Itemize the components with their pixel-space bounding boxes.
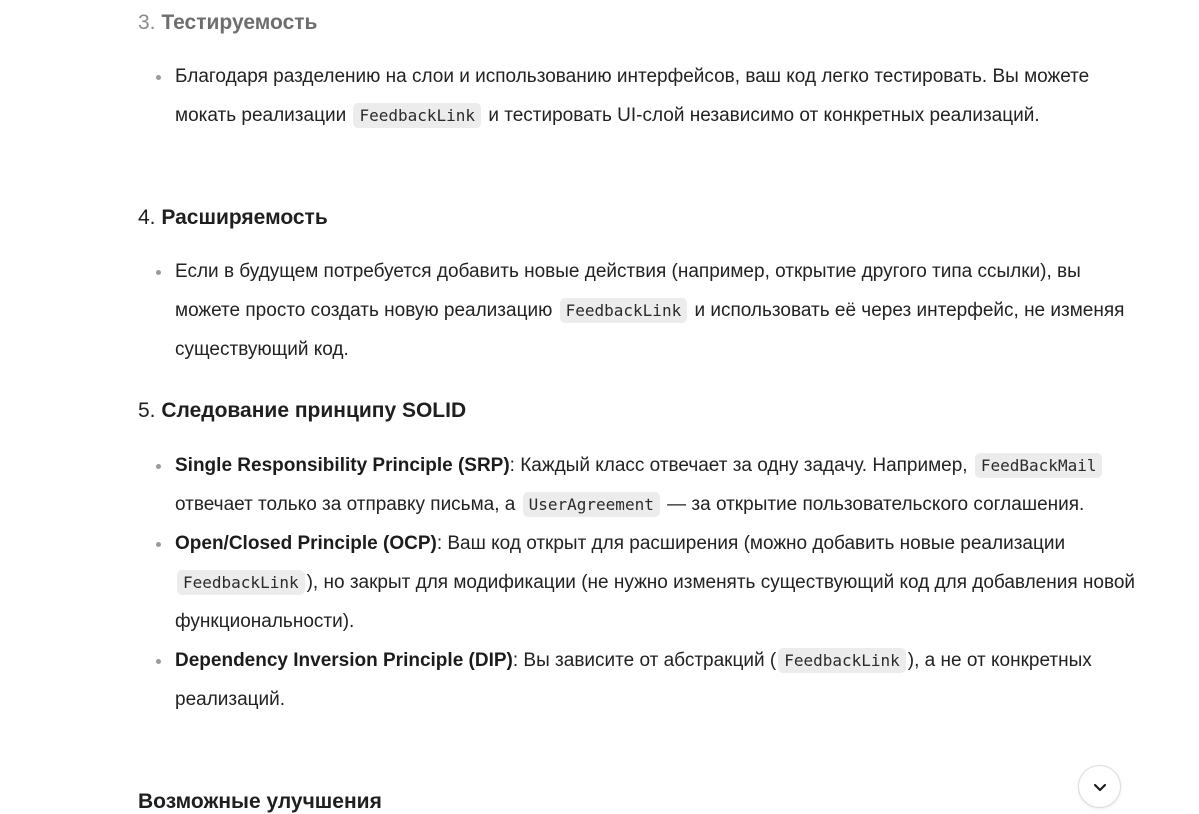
section-number: 5. <box>138 399 156 422</box>
list-item <box>138 524 1138 641</box>
inline-code: FeedbackLink <box>560 298 688 323</box>
inline-code: FeedbackLink <box>177 570 305 595</box>
list-item <box>138 252 1138 369</box>
text-run: ), а не от конкретных реализаций. <box>175 650 1092 710</box>
section-title: Тестируемость <box>161 11 318 34</box>
section-heading-testability <box>138 10 317 36</box>
principle-name: Dependency Inversion Principle (DIP) <box>175 650 513 671</box>
scroll-to-bottom-button[interactable] <box>1078 765 1121 808</box>
list-item <box>138 641 1138 719</box>
next-section-heading: Возможные улучшения <box>138 790 382 813</box>
text-run: Благодаря разделению на слои и использованию интерфейсов, ваш код легко тестировать. Вы можете мокать реализации <box>175 66 1090 126</box>
section-title: Следование принципу SOLID <box>161 399 467 422</box>
section-heading-solid <box>138 398 466 424</box>
inline-code: UserAgreement <box>523 492 660 517</box>
principle-name: Open/Closed Principle (OCP) <box>175 533 437 554</box>
section-heading-extensibility <box>138 205 328 231</box>
section-list-solid <box>138 446 1138 719</box>
list-item <box>138 446 1138 524</box>
section-list-extensibility <box>138 252 1138 369</box>
text-run: отвечает только за отправку письма, а <box>175 494 521 515</box>
text-run: ), но закрыт для модификации (не нужно изменять существующий код для добавления новой функциональности). <box>175 572 1136 632</box>
inline-code: FeedBackMail <box>975 453 1103 478</box>
inline-code: FeedbackLink <box>778 648 906 673</box>
section-number: 4. <box>138 206 156 229</box>
section-number: 3. <box>138 11 156 34</box>
text-run: — за открытие пользовательского соглашения. <box>661 494 1085 515</box>
section-list-testability <box>138 57 1138 135</box>
text-run: и тестировать UI-слой независимо от конкретных реализаций. <box>483 105 1040 126</box>
inline-code: FeedbackLink <box>353 103 481 128</box>
list-item <box>138 57 1138 135</box>
principle-name: Single Responsibility Principle (SRP) <box>175 455 510 476</box>
text-run: и использовать её через интерфейс, не изменяя существующий код. <box>175 300 1125 360</box>
section-title: Расширяемость <box>161 206 328 229</box>
text-run: : Каждый класс отвечает за одну задачу. Например, <box>509 455 973 476</box>
text-run: Если в будущем потребуется добавить новые действия (например, открытие другого типа ссылки), вы можете просто создать новую реализацию <box>175 261 1081 321</box>
text-run: : Ваш код открыт для расширения (можно добавить новые реализации <box>436 533 1066 554</box>
text-run: : Вы зависите от абстракций ( <box>512 650 777 671</box>
chevron-down-icon <box>1091 778 1109 796</box>
